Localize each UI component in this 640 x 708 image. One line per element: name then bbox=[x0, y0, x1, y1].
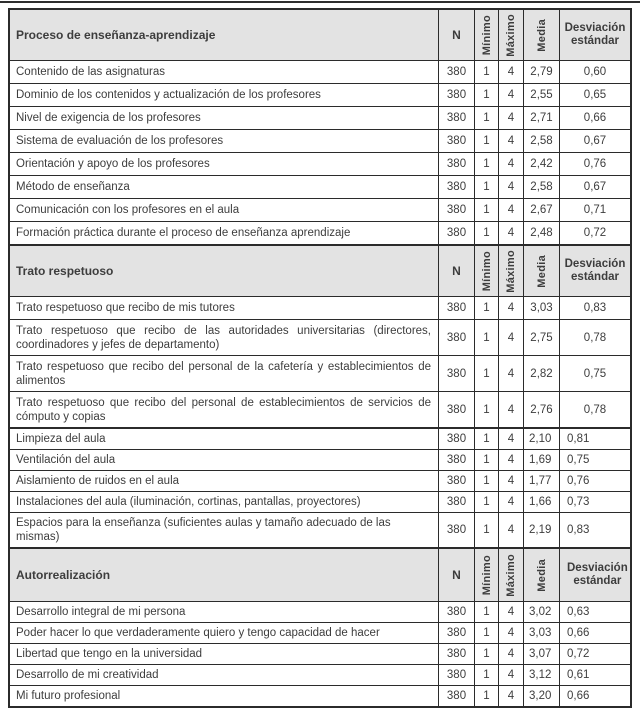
row-label: Instalaciones del aula (iluminación, cortinas, pantallas, proyectores) bbox=[16, 496, 361, 508]
row-n-value: 380 bbox=[438, 356, 474, 391]
row-label: Dominio de los contenidos y actualización de los profesores bbox=[16, 89, 321, 101]
row-min-value: 1 bbox=[474, 686, 498, 706]
row-media-value: 2,58 bbox=[523, 176, 559, 198]
col-header-n: N bbox=[438, 10, 474, 60]
row-min-value: 1 bbox=[474, 392, 498, 427]
row-sd-value: 0,83 bbox=[559, 513, 630, 547]
row-n-value: 380 bbox=[438, 450, 474, 470]
row-n-value: 380 bbox=[438, 644, 474, 664]
section-title: Autorrealización bbox=[16, 568, 111, 582]
table-row bbox=[10, 622, 630, 643]
table-row bbox=[10, 83, 630, 106]
row-label: Limpieza del aula bbox=[16, 433, 106, 445]
row-sd-value: 0,72 bbox=[559, 222, 630, 244]
row-max-value: 4 bbox=[498, 153, 523, 175]
col-header-maximo bbox=[498, 246, 523, 296]
row-media-value: 1,77 bbox=[523, 471, 559, 491]
row-max-value: 4 bbox=[498, 429, 523, 449]
col-header-desviacion: Desviación estándar bbox=[559, 246, 630, 296]
row-min-value: 1 bbox=[474, 450, 498, 470]
row-sd-value: 0,76 bbox=[559, 153, 630, 175]
row-label: Contenido de las asignaturas bbox=[16, 66, 165, 78]
row-media-value: 3,07 bbox=[523, 644, 559, 664]
row-media-value: 3,20 bbox=[523, 686, 559, 706]
row-media-value: 2,48 bbox=[523, 222, 559, 244]
row-max-value: 4 bbox=[498, 492, 523, 512]
row-label: Poder hacer lo que verdaderamente quiero y tengo capacidad de hacer bbox=[16, 627, 380, 639]
media-label: Media bbox=[535, 558, 548, 592]
row-n-value: 380 bbox=[438, 492, 474, 512]
table-row bbox=[10, 602, 630, 622]
row-label: Formación práctica durante el proceso de enseñanza aprendizaje bbox=[16, 227, 351, 239]
row-min-value: 1 bbox=[474, 623, 498, 643]
table-section bbox=[8, 8, 632, 246]
row-n-value: 380 bbox=[438, 665, 474, 685]
col-header-media bbox=[523, 549, 559, 601]
row-media-value: 1,66 bbox=[523, 492, 559, 512]
row-n-value: 380 bbox=[438, 513, 474, 547]
section-header-row bbox=[10, 10, 630, 61]
col-header-desviacion: Desviación estándar bbox=[559, 10, 630, 60]
maximo-label: Máximo bbox=[505, 13, 517, 57]
row-min-value: 1 bbox=[474, 356, 498, 391]
row-media-value: 2,67 bbox=[523, 199, 559, 221]
row-n-value: 380 bbox=[438, 297, 474, 319]
row-media-value: 2,79 bbox=[523, 61, 559, 83]
row-n-value: 380 bbox=[438, 602, 474, 622]
row-media-value: 2,42 bbox=[523, 153, 559, 175]
minimo-label: Mínimo bbox=[480, 554, 493, 596]
minimo-label: Mínimo bbox=[480, 250, 493, 292]
row-sd-value: 0,65 bbox=[559, 84, 630, 106]
row-max-value: 4 bbox=[498, 107, 523, 129]
row-max-value: 4 bbox=[498, 665, 523, 685]
row-max-value: 4 bbox=[498, 356, 523, 391]
row-media-value: 2,71 bbox=[523, 107, 559, 129]
row-label: Espacios para la enseñanza (suficientes aulas y tamaño adecuado de las mismas) bbox=[16, 517, 391, 543]
row-n-value: 380 bbox=[438, 130, 474, 152]
table-section bbox=[8, 547, 632, 708]
row-sd-value: 0,73 bbox=[559, 492, 630, 512]
row-media-value: 2,58 bbox=[523, 130, 559, 152]
section-header-row bbox=[10, 549, 630, 602]
row-min-value: 1 bbox=[474, 61, 498, 83]
row-sd-value: 0,78 bbox=[559, 320, 630, 355]
row-min-value: 1 bbox=[474, 471, 498, 491]
row-max-value: 4 bbox=[498, 61, 523, 83]
row-min-value: 1 bbox=[474, 297, 498, 319]
row-n-value: 380 bbox=[438, 623, 474, 643]
table-row bbox=[10, 106, 630, 129]
col-header-n: N bbox=[438, 549, 474, 601]
row-label: Libertad que tengo en la universidad bbox=[16, 648, 203, 660]
table-row bbox=[10, 319, 630, 355]
row-n-value: 380 bbox=[438, 392, 474, 427]
row-n-value: 380 bbox=[438, 61, 474, 83]
row-min-value: 1 bbox=[474, 107, 498, 129]
row-sd-value: 0,78 bbox=[559, 392, 630, 427]
row-max-value: 4 bbox=[498, 602, 523, 622]
row-sd-value: 0,81 bbox=[559, 429, 630, 449]
stats-table bbox=[8, 8, 632, 708]
row-min-value: 1 bbox=[474, 153, 498, 175]
media-label: Media bbox=[535, 254, 548, 288]
row-n-value: 380 bbox=[438, 107, 474, 129]
col-header-media bbox=[523, 10, 559, 60]
row-sd-value: 0,76 bbox=[559, 471, 630, 491]
row-media-value: 3,03 bbox=[523, 297, 559, 319]
row-media-value: 2,10 bbox=[523, 429, 559, 449]
section-header-row bbox=[10, 246, 630, 297]
row-max-value: 4 bbox=[498, 644, 523, 664]
col-header-n: N bbox=[438, 246, 474, 296]
row-label: Nivel de exigencia de los profesores bbox=[16, 112, 201, 124]
row-media-value: 2,76 bbox=[523, 392, 559, 427]
row-n-value: 380 bbox=[438, 686, 474, 706]
maximo-label: Máximo bbox=[505, 553, 517, 597]
row-min-value: 1 bbox=[474, 429, 498, 449]
row-max-value: 4 bbox=[498, 84, 523, 106]
top-rule bbox=[0, 1, 640, 3]
row-min-value: 1 bbox=[474, 602, 498, 622]
row-media-value: 3,02 bbox=[523, 602, 559, 622]
col-header-minimo bbox=[474, 549, 498, 601]
table-section bbox=[8, 244, 632, 429]
row-max-value: 4 bbox=[498, 199, 523, 221]
row-n-value: 380 bbox=[438, 176, 474, 198]
table-section bbox=[8, 427, 632, 549]
row-max-value: 4 bbox=[498, 392, 523, 427]
table-row bbox=[10, 198, 630, 221]
row-label: Mi futuro profesional bbox=[16, 690, 121, 702]
row-label: Aislamiento de ruidos en el aula bbox=[16, 475, 180, 487]
row-min-value: 1 bbox=[474, 222, 498, 244]
table-row bbox=[10, 685, 630, 706]
row-min-value: 1 bbox=[474, 513, 498, 547]
media-label: Media bbox=[535, 18, 548, 52]
row-max-value: 4 bbox=[498, 450, 523, 470]
table-row bbox=[10, 491, 630, 512]
row-sd-value: 0,66 bbox=[559, 107, 630, 129]
row-min-value: 1 bbox=[474, 320, 498, 355]
row-media-value: 3,12 bbox=[523, 665, 559, 685]
row-n-value: 380 bbox=[438, 471, 474, 491]
table-row bbox=[10, 470, 630, 491]
row-label: Trato respetuoso que recibo del personal de establecimientos de servicios de cómputo y copias bbox=[16, 397, 431, 423]
row-media-value: 2,55 bbox=[523, 84, 559, 106]
row-sd-value: 0,63 bbox=[559, 602, 630, 622]
row-sd-value: 0,67 bbox=[559, 176, 630, 198]
row-media-value: 2,82 bbox=[523, 356, 559, 391]
col-header-maximo bbox=[498, 10, 523, 60]
col-header-media bbox=[523, 246, 559, 296]
row-label: Trato respetuoso que recibo de las autoridades universitarias (directores, coordinadores y jefes de departamento) bbox=[16, 325, 431, 351]
row-media-value: 2,75 bbox=[523, 320, 559, 355]
row-n-value: 380 bbox=[438, 199, 474, 221]
table-row bbox=[10, 391, 630, 427]
table-row bbox=[10, 429, 630, 449]
row-media-value: 2,19 bbox=[523, 513, 559, 547]
row-min-value: 1 bbox=[474, 492, 498, 512]
table-row bbox=[10, 297, 630, 319]
col-header-desviacion: Desviación estándar bbox=[559, 549, 630, 601]
row-sd-value: 0,60 bbox=[559, 61, 630, 83]
row-max-value: 4 bbox=[498, 130, 523, 152]
row-label: Comunicación con los profesores en el aula bbox=[16, 204, 240, 216]
table-row bbox=[10, 175, 630, 198]
row-label: Ventilación del aula bbox=[16, 454, 116, 466]
row-min-value: 1 bbox=[474, 176, 498, 198]
table-row bbox=[10, 643, 630, 664]
row-sd-value: 0,67 bbox=[559, 130, 630, 152]
table-row bbox=[10, 664, 630, 685]
maximo-label: Máximo bbox=[505, 249, 517, 293]
row-n-value: 380 bbox=[438, 429, 474, 449]
row-label: Desarrollo de mi creatividad bbox=[16, 669, 159, 681]
row-sd-value: 0,61 bbox=[559, 665, 630, 685]
row-max-value: 4 bbox=[498, 320, 523, 355]
table-row bbox=[10, 449, 630, 470]
table-row bbox=[10, 355, 630, 391]
row-n-value: 380 bbox=[438, 222, 474, 244]
row-label: Trato respetuoso que recibo de mis tutores bbox=[16, 302, 235, 314]
row-n-value: 380 bbox=[438, 320, 474, 355]
col-header-maximo bbox=[498, 549, 523, 601]
row-label: Desarrollo integral de mi persona bbox=[16, 606, 186, 618]
row-sd-value: 0,75 bbox=[559, 450, 630, 470]
row-min-value: 1 bbox=[474, 199, 498, 221]
row-max-value: 4 bbox=[498, 513, 523, 547]
section-title: Proceso de enseñanza-aprendizaje bbox=[16, 28, 216, 42]
table-row bbox=[10, 129, 630, 152]
row-label: Sistema de evaluación de los profesores bbox=[16, 135, 224, 147]
row-media-value: 1,69 bbox=[523, 450, 559, 470]
row-sd-value: 0,71 bbox=[559, 199, 630, 221]
row-sd-value: 0,72 bbox=[559, 644, 630, 664]
row-sd-value: 0,75 bbox=[559, 356, 630, 391]
row-n-value: 380 bbox=[438, 84, 474, 106]
row-min-value: 1 bbox=[474, 130, 498, 152]
row-max-value: 4 bbox=[498, 471, 523, 491]
row-min-value: 1 bbox=[474, 665, 498, 685]
row-media-value: 3,03 bbox=[523, 623, 559, 643]
document-page bbox=[0, 1, 640, 703]
col-header-minimo bbox=[474, 10, 498, 60]
table-row bbox=[10, 152, 630, 175]
row-max-value: 4 bbox=[498, 297, 523, 319]
table-row bbox=[10, 61, 630, 83]
row-min-value: 1 bbox=[474, 84, 498, 106]
row-n-value: 380 bbox=[438, 153, 474, 175]
row-sd-value: 0,66 bbox=[559, 686, 630, 706]
section-title: Trato respetuoso bbox=[16, 264, 114, 278]
minimo-label: Mínimo bbox=[480, 14, 493, 56]
row-label: Orientación y apoyo de los profesores bbox=[16, 158, 210, 170]
row-max-value: 4 bbox=[498, 686, 523, 706]
row-label: Trato respetuoso que recibo del personal de la cafetería y establecimientos de alimentos bbox=[16, 361, 431, 387]
row-sd-value: 0,66 bbox=[559, 623, 630, 643]
row-sd-value: 0,83 bbox=[559, 297, 630, 319]
row-max-value: 4 bbox=[498, 623, 523, 643]
table-row bbox=[10, 512, 630, 547]
row-label: Método de enseñanza bbox=[16, 181, 130, 193]
table-row bbox=[10, 221, 630, 244]
col-header-minimo bbox=[474, 246, 498, 296]
row-max-value: 4 bbox=[498, 176, 523, 198]
row-max-value: 4 bbox=[498, 222, 523, 244]
row-min-value: 1 bbox=[474, 644, 498, 664]
